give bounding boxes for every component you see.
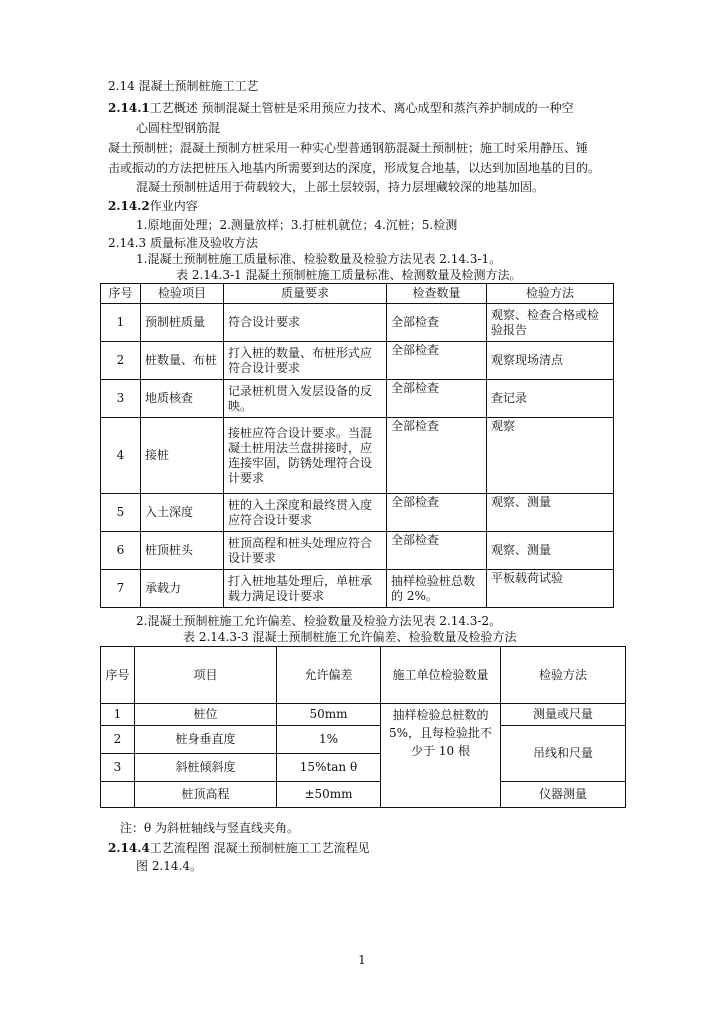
table-cell: 桩数量、布桩 xyxy=(141,342,224,380)
table-row xyxy=(101,418,614,494)
paragraph-line: 1.混凝土预制桩施工质量标准、检验数量及检验方法见表 2.14.3-1。 xyxy=(136,252,502,266)
section-number: 2.14.1 xyxy=(108,101,150,115)
table-cell: 斜桩倾斜度 xyxy=(135,754,277,782)
table-cell: 符合设计要求 xyxy=(224,304,387,342)
paragraph-line: 图 2.14.4。 xyxy=(136,859,202,873)
table-cell: 观察、检查合格或检验报告 xyxy=(487,304,614,342)
table-cell: ±50mm xyxy=(277,782,381,808)
paragraph-text: 工艺概述 预制混凝土管桩是采用预应力技术、离心成型和蒸汽养护制成的一种空 xyxy=(149,101,574,115)
table-cell: 接桩 xyxy=(141,418,224,494)
page-number: 1 xyxy=(358,953,366,967)
table-row xyxy=(101,704,626,726)
section-2-14-1 xyxy=(108,101,574,116)
table-row xyxy=(101,494,614,532)
paragraph-line: 2.混凝土预制桩施工允许偏差、检验数量及检验方法见表 2.14.3-2。 xyxy=(136,614,502,628)
table-cell: 1 xyxy=(101,304,141,342)
table-row xyxy=(101,532,614,570)
quality-standard-table xyxy=(100,283,614,608)
header-cell: 检验项目 xyxy=(141,284,224,304)
header-cell: 质量要求 xyxy=(224,284,387,304)
table-header-row xyxy=(101,647,626,704)
table-cell xyxy=(101,782,135,808)
table2-caption: 表 2.14.3-3 混凝土预制桩施工允许偏差、检验数量及检验方法 xyxy=(183,630,517,644)
section-heading: 2.14 混凝土预制桩施工工艺 xyxy=(108,79,259,93)
table-cell: 吊线和尺量 xyxy=(501,726,626,782)
table-cell: 3 xyxy=(101,754,135,782)
table-cell: 预制桩质量 xyxy=(141,304,224,342)
table-cell: 平板载荷试验 xyxy=(487,570,614,608)
table-cell: 观察现场清点 xyxy=(487,342,614,380)
table-cell: 打入桩的数量、布桩形式应符合设计要求 xyxy=(224,342,387,380)
table-cell: 3 xyxy=(101,380,141,418)
header-cell: 检验方法 xyxy=(487,284,614,304)
table-cell: 观察、测量 xyxy=(487,532,614,570)
table-cell: 2 xyxy=(101,342,141,380)
table-cell: 15%tan θ xyxy=(277,754,381,782)
table-cell: 接桩应符合设计要求。当混凝土桩用法兰盘拼接时，应连接牢固，防锈处理符合设计要求 xyxy=(224,418,387,494)
table-cell: 桩位 xyxy=(135,704,277,726)
header-cell: 序号 xyxy=(101,284,141,304)
paragraph-line: 心圆柱型钢筋混 xyxy=(136,121,221,135)
table-cell: 抽样检验桩总数的 2%。 xyxy=(387,570,487,608)
table-row xyxy=(101,342,614,380)
table-cell: 全部检查 xyxy=(387,304,487,342)
table-cell: 仪器测量 xyxy=(501,782,626,808)
table-row xyxy=(101,570,614,608)
tolerance-table xyxy=(100,646,626,808)
inspection-quantity-cell: 抽样检验总桩数的5%，且每检验批不少于 10 根 xyxy=(381,704,501,808)
table-cell: 全部检查 xyxy=(387,380,487,418)
table-cell: 4 xyxy=(101,418,141,494)
section-2-14-4 xyxy=(108,841,370,856)
paragraph-line: 凝土预制桩；混凝土预制方桩采用一种实心型普通钢筋混凝土预制桩；施工时采用静压、锤 xyxy=(108,141,589,155)
table-note: 注：θ 为斜桩轴线与竖直线夹角。 xyxy=(120,821,300,835)
table-cell: 1% xyxy=(277,726,381,754)
work-items: 1.原地面处理；2.测量放样；3.打桩机就位；4.沉桩；5.检测 xyxy=(136,218,458,232)
table-cell: 测量或尺量 xyxy=(501,704,626,726)
table-cell: 桩的入土深度和最终贯入度应符合设计要求 xyxy=(224,494,387,532)
header-cell: 检查数量 xyxy=(387,284,487,304)
table-cell: 桩顶高程 xyxy=(135,782,277,808)
table-cell: 6 xyxy=(101,532,141,570)
table-cell: 5 xyxy=(101,494,141,532)
table-cell: 50mm xyxy=(277,704,381,726)
table1-caption: 表 2.14.3-1 混凝土预制桩施工质量标准、检测数量及检测方法。 xyxy=(176,268,522,282)
table-header-row xyxy=(101,284,614,304)
paragraph-line: 击或振动的方法把桩压入地基内所需要到达的深度，形成复合地基，以达到加固地基的目的。 xyxy=(108,161,601,175)
table-cell: 桩顶桩头 xyxy=(141,532,224,570)
table-cell: 记录桩机贯入发层设备的反映。 xyxy=(224,380,387,418)
table-cell: 入土深度 xyxy=(141,494,224,532)
header-cell: 检验方法 xyxy=(501,647,626,704)
header-cell: 施工单位检验数量 xyxy=(381,647,501,704)
header-cell: 序号 xyxy=(101,647,135,704)
table-row xyxy=(101,304,614,342)
section-number: 2.14.2 xyxy=(108,199,150,213)
table-cell: 7 xyxy=(101,570,141,608)
table-cell: 承载力 xyxy=(141,570,224,608)
section-title: 作业内容 xyxy=(149,199,198,213)
section-number: 2.14.4 xyxy=(108,841,150,855)
paragraph-text: 工艺流程图 混凝土预制桩施工工艺流程见 xyxy=(149,841,370,855)
table-cell: 全部检查 xyxy=(387,494,487,532)
table-cell: 观察、测量 xyxy=(487,494,614,532)
table-row xyxy=(101,380,614,418)
table-cell: 2 xyxy=(101,726,135,754)
table-cell: 桩顶高程和桩头处理应符合设计要求 xyxy=(224,532,387,570)
table-cell: 打入桩地基处理后，单桩承载力满足设计要求 xyxy=(224,570,387,608)
table-row xyxy=(101,782,626,808)
header-cell: 项目 xyxy=(135,647,277,704)
header-cell: 允许偏差 xyxy=(277,647,381,704)
section-2-14-3: 2.14.3 质量标准及验收方法 xyxy=(108,236,258,250)
table-cell: 查记录 xyxy=(487,380,614,418)
table-cell: 全部检查 xyxy=(387,418,487,494)
table-cell: 观察 xyxy=(487,418,614,494)
table-cell: 全部检查 xyxy=(387,342,487,380)
paragraph-line: 混凝土预制桩适用于荷载较大，上部土层较弱，持力层埋藏较深的地基加固。 xyxy=(136,180,545,194)
table-cell: 全部检查 xyxy=(387,532,487,570)
section-2-14-2 xyxy=(108,199,198,214)
table-row xyxy=(101,726,626,754)
table-cell: 地质核查 xyxy=(141,380,224,418)
table-cell: 桩身垂直度 xyxy=(135,726,277,754)
table-cell: 1 xyxy=(101,704,135,726)
